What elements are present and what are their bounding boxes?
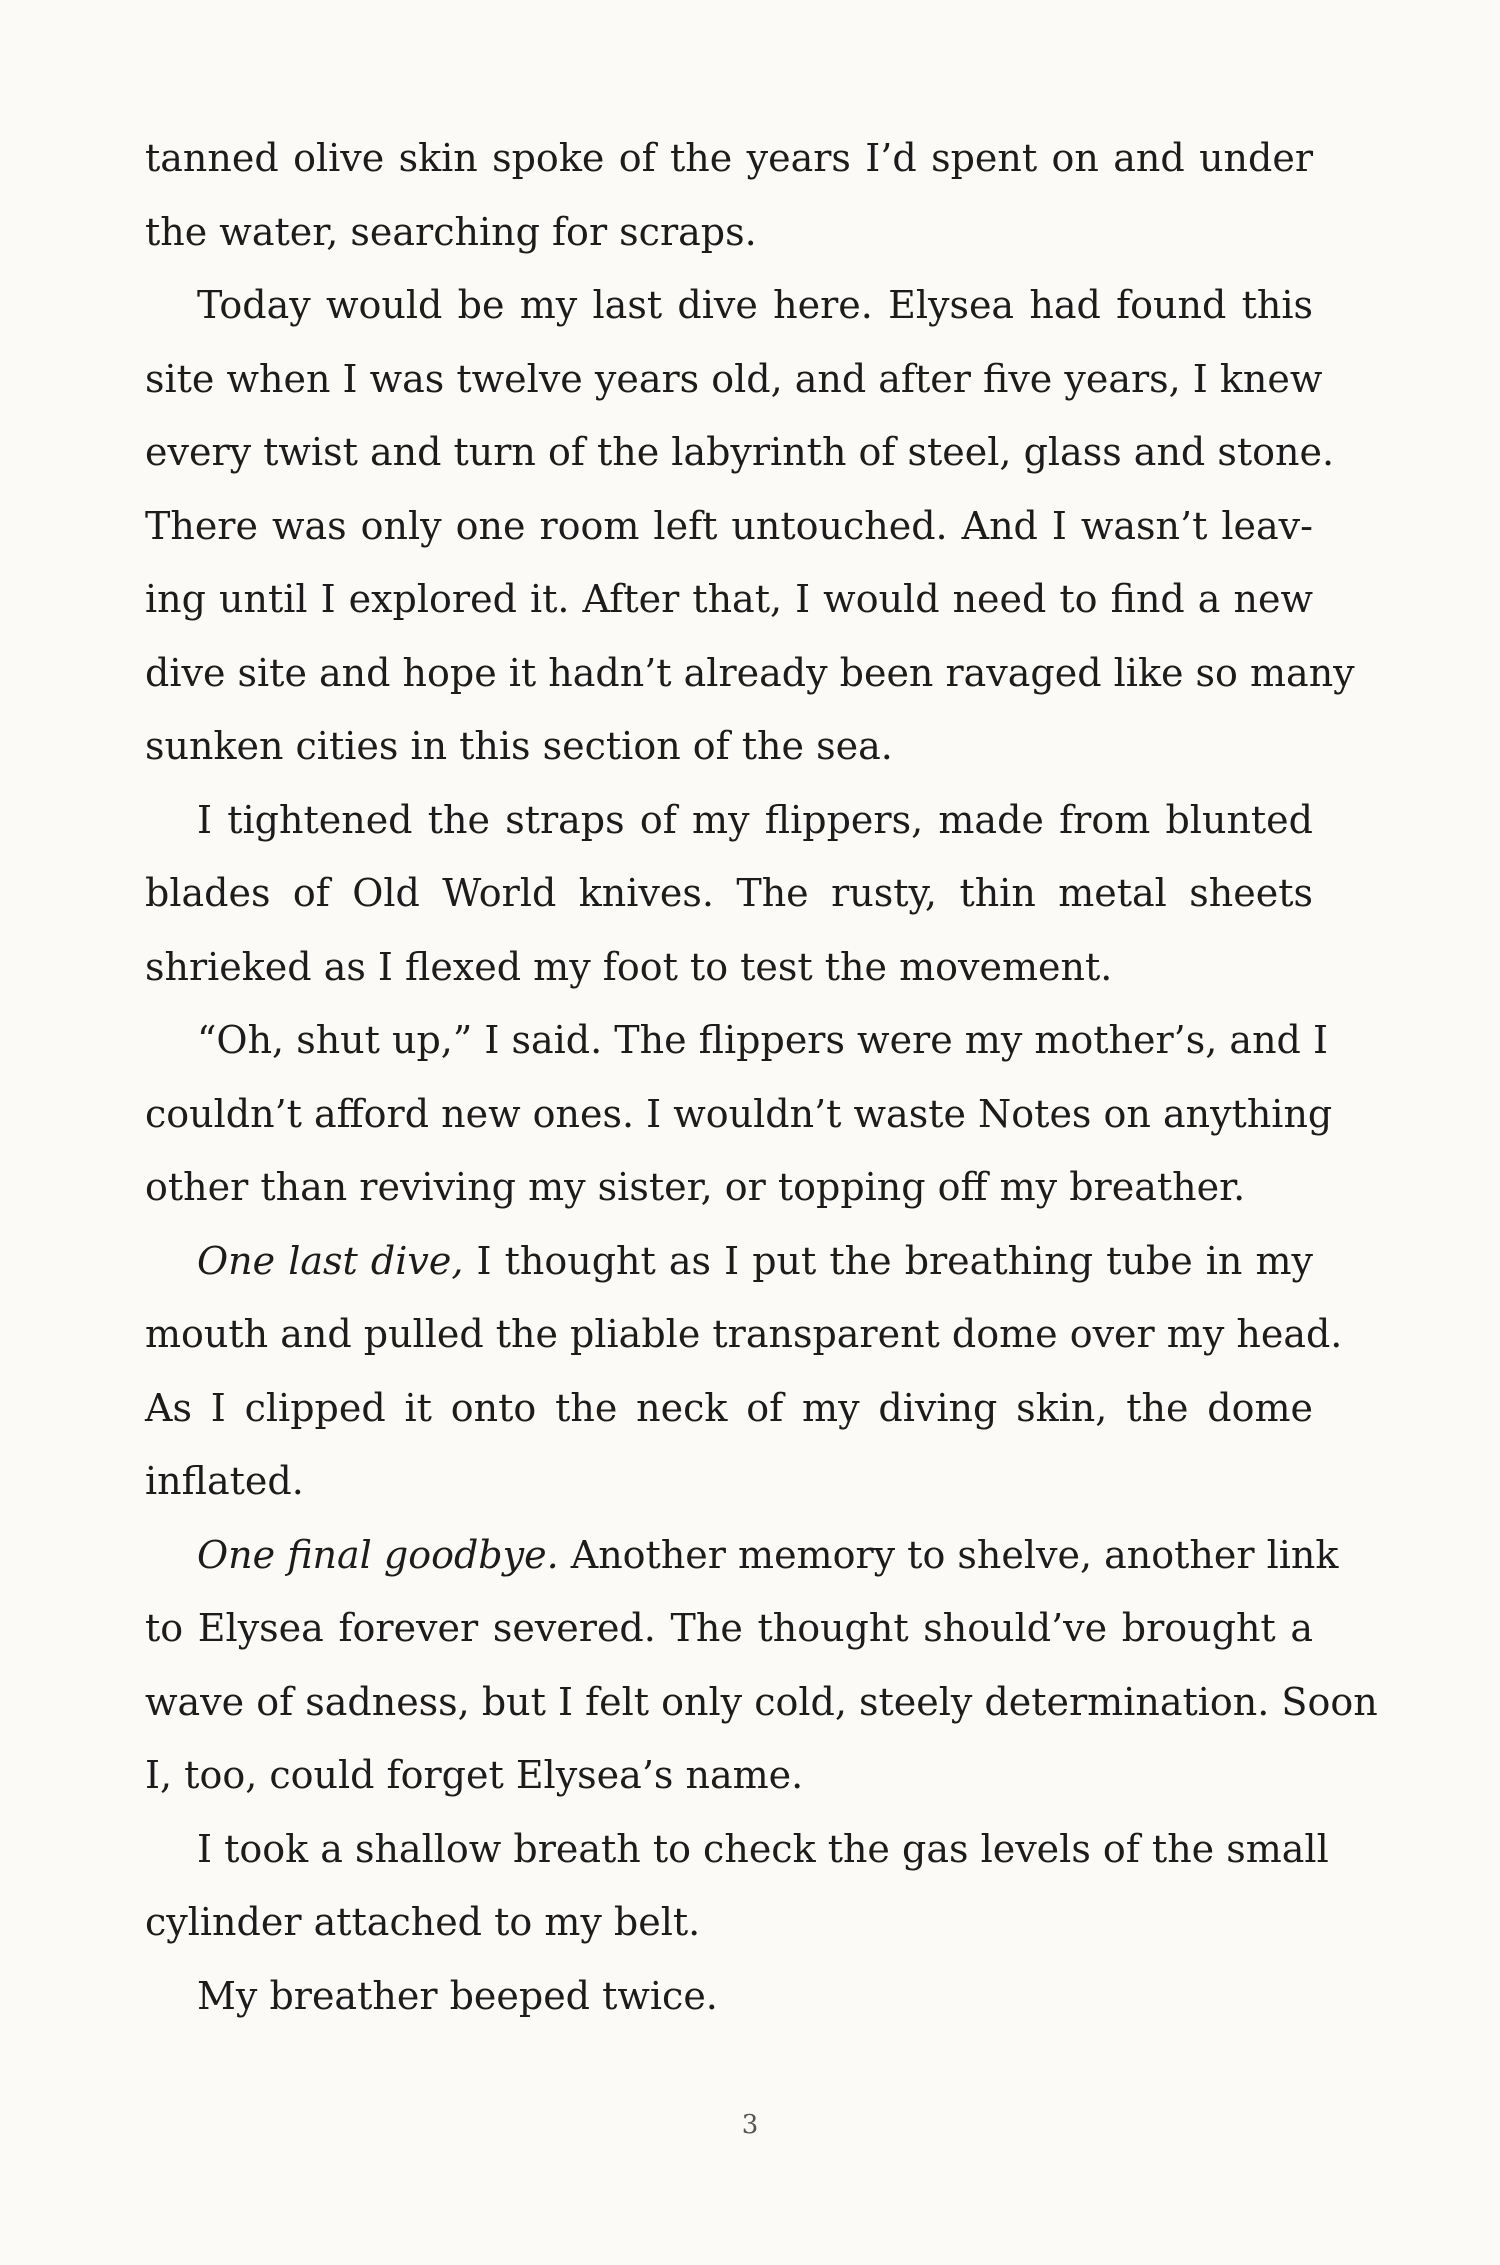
text-line: There was only one room left untouched. And I wasn’t leav- [145, 503, 1313, 548]
text-line: inflated. [145, 1459, 304, 1503]
text-line: I tightened the straps of my flippers, made from blunted [197, 797, 1313, 842]
text-line [145, 1225, 1313, 1299]
text-line: other than reviving my sister, or topping off my breather. [145, 1165, 1246, 1209]
text-line: wave of sadness, but I felt only cold, steely determination. Soon [145, 1679, 1378, 1724]
text-line: As I clipped it onto the neck of my diving skin, the dome [145, 1385, 1313, 1430]
text-line: Today would be my last dive here. Elysea had found this [197, 283, 1313, 327]
text-line: cylinder attached to my belt. [145, 1900, 701, 1944]
text-line: site when I was twelve years old, and after five years, I knew [145, 356, 1323, 401]
text-line: tanned olive skin spoke of the years I’d spent on and under [145, 136, 1313, 180]
text-line-rest: I thought as I put the breathing tube in my [476, 1238, 1313, 1283]
text-line: I, too, could forget Elysea’s name. [145, 1753, 804, 1797]
page-number: 3 [741, 2110, 759, 2140]
text-line [145, 1519, 1339, 1593]
text-line: to Elysea forever severed. The thought should’ve brought a [145, 1606, 1313, 1650]
italic-phrase: One final goodbye. [197, 1532, 559, 1577]
text-line: ing until I explored it. After that, I would need to find a new [145, 577, 1313, 621]
text-line: My breather beeped twice. [197, 1973, 718, 2018]
text-line: “Oh, shut up,” I said. The flippers were my mother’s, and I [197, 1018, 1328, 1062]
italic-phrase: One last dive, [197, 1238, 464, 1283]
text-line: dive site and hope it hadn’t already been ravaged like so many [145, 650, 1355, 695]
body-text [145, 122, 1378, 2033]
text-line: the water, searching for scraps. [145, 209, 757, 254]
text-line: blades of Old World knives. The rusty, thin metal sheets [145, 871, 1313, 915]
text-line-rest: Another memory to shelve, another link [570, 1532, 1339, 1577]
text-line: couldn’t afford new ones. I wouldn’t waste Notes on anything [145, 1091, 1333, 1136]
text-line: sunken cities in this section of the sea. [145, 724, 893, 768]
text-line: I took a shallow breath to check the gas levels of the small [197, 1826, 1329, 1871]
text-line: every twist and turn of the labyrinth of steel, glass and stone. [145, 430, 1335, 474]
text-line: shrieked as I flexed my foot to test the movement. [145, 944, 1113, 989]
text-line: mouth and pulled the pliable transparent dome over my head. [145, 1312, 1343, 1356]
